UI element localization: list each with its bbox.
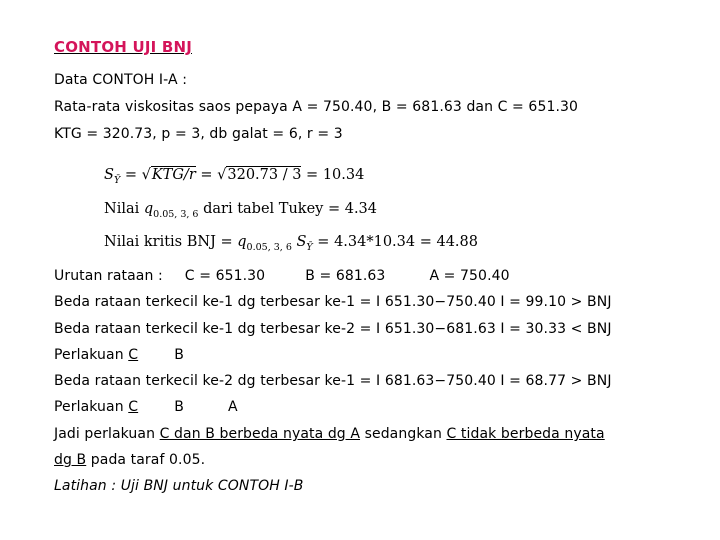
slide-title: CONTOH UJI BNJ bbox=[54, 38, 193, 56]
data-label: Data CONTOH I-A : bbox=[54, 72, 188, 88]
formula-label: Nilai kritis BNJ = bbox=[104, 234, 238, 250]
treatment-c-underlined: C bbox=[128, 399, 139, 415]
order-label: Urutan rataan : bbox=[54, 268, 163, 284]
formula-symbol-q: q bbox=[143, 201, 154, 217]
conclusion-text: pada taraf 0.05. bbox=[86, 452, 206, 468]
order-c: C = 651.30 bbox=[184, 268, 266, 284]
formula-label: Nilai bbox=[104, 201, 144, 217]
formula-subscript: 0.05, 3, 6 bbox=[153, 209, 199, 220]
order-b: B = 681.63 bbox=[305, 268, 386, 284]
order-a: A = 750.40 bbox=[429, 268, 510, 284]
formula-symbol-s: S bbox=[296, 234, 307, 250]
conclusion-line-2 bbox=[54, 450, 205, 470]
formula-equals: = bbox=[195, 167, 218, 183]
formula-symbol-q: q bbox=[237, 234, 247, 250]
conclusion-text: Jadi perlakuan bbox=[54, 426, 160, 442]
formula-text: dari tabel Tukey = 4.34 bbox=[198, 201, 378, 217]
exercise-line: Latihan : Uji BNJ untuk CONTOH I-B bbox=[54, 478, 304, 494]
treatment-b: B bbox=[174, 347, 184, 363]
formula-subscript: Ȳ bbox=[306, 242, 313, 253]
means-line: Rata-rata viskositas saos pepaya A = 750.40, B = 681.63 dan C = 651.30 bbox=[54, 99, 579, 115]
treatment-b: B bbox=[174, 399, 184, 415]
diff-line-1: Beda rataan terkecil ke-1 dg terbesar ke-1 = I 651.30−750.40 I = 99.10 > BNJ bbox=[54, 294, 612, 310]
perlakuan-line-1 bbox=[54, 345, 184, 365]
formula-subscript: Ȳ bbox=[113, 175, 121, 186]
formula-subscript: 0.05, 3, 6 bbox=[246, 242, 292, 253]
sqrt-sign: √ bbox=[217, 167, 227, 183]
formula-tukey-q bbox=[104, 199, 377, 225]
sqrt-content-ktg: KTG/r bbox=[151, 167, 196, 183]
conclusion-underlined: C tidak berbeda nyata bbox=[446, 426, 605, 442]
sqrt-content-value: 320.73 / 3 bbox=[227, 167, 302, 183]
formula-equals: = bbox=[120, 167, 142, 183]
formula-bnj bbox=[104, 232, 478, 258]
conclusion-underlined: dg B bbox=[54, 452, 87, 468]
params-line: KTG = 320.73, p = 3, db galat = 6, r = 3 bbox=[54, 126, 343, 142]
sqrt-sign: √ bbox=[141, 167, 151, 183]
perlakuan-label: Perlakuan bbox=[54, 399, 124, 415]
perlakuan-label: Perlakuan bbox=[54, 347, 124, 363]
perlakuan-line-2 bbox=[54, 397, 238, 417]
formula-result: = 4.34*10.34 = 44.88 bbox=[312, 234, 478, 250]
diff-line-3: Beda rataan terkecil ke-2 dg terbesar ke-1 = I 681.63−750.40 I = 68.77 > BNJ bbox=[54, 373, 612, 389]
formula-result: = 10.34 bbox=[301, 167, 365, 183]
treatment-c-underlined: C bbox=[128, 347, 139, 363]
conclusion-line-1 bbox=[54, 424, 605, 444]
conclusion-underlined: C dan B berbeda nyata dg A bbox=[159, 426, 361, 442]
order-line bbox=[54, 266, 510, 286]
formula-standard-error bbox=[104, 165, 364, 191]
conclusion-text: sedangkan bbox=[360, 426, 447, 442]
formula-symbol-s: S bbox=[104, 167, 114, 183]
treatment-a: A bbox=[227, 399, 238, 415]
diff-line-2: Beda rataan terkecil ke-1 dg terbesar ke-2 = I 651.30−681.63 I = 30.33 < BNJ bbox=[54, 321, 612, 337]
